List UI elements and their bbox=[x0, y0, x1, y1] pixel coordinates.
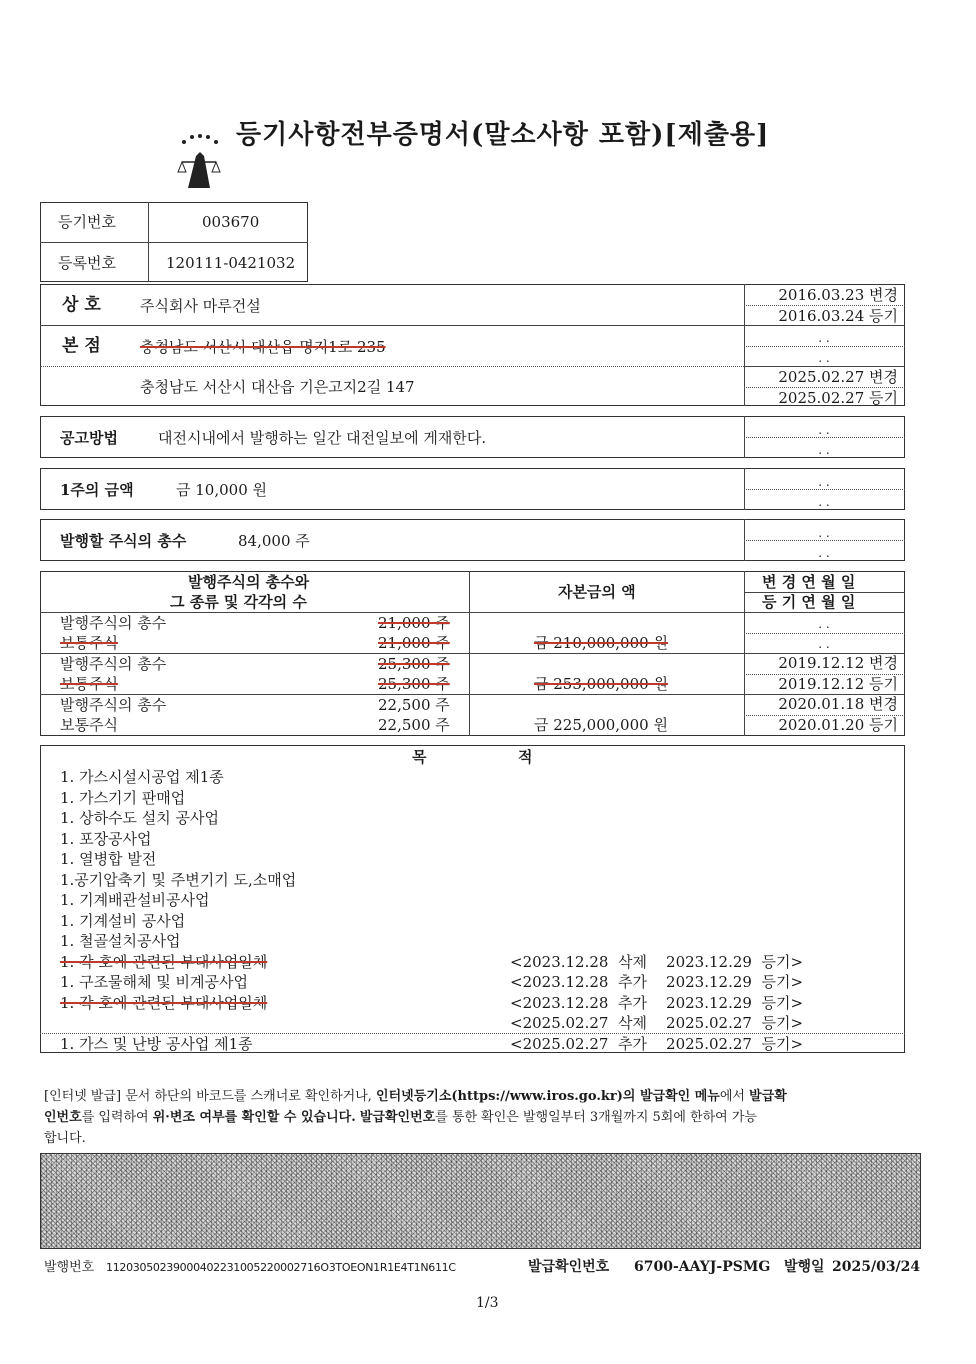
par-value-label: 1주의 금액 bbox=[60, 481, 134, 499]
office-change-date: 2025.02.27 변경 bbox=[778, 368, 898, 386]
auth-dots-1: . . bbox=[818, 526, 830, 540]
row0-date2: . . bbox=[818, 637, 830, 651]
office-old-dots-2: . . bbox=[818, 351, 830, 365]
purpose-item-deleted: 1. 각 호에 관련된 부대사업일체 bbox=[60, 994, 268, 1012]
issue-no-value: 11203050239000402231005220002716O3TOEON1R1E4T1N611C bbox=[106, 1261, 456, 1274]
par-dots-1: . . bbox=[818, 475, 830, 489]
notice-label: 공고방법 bbox=[60, 429, 118, 447]
row0-common-label: 보통주식 bbox=[60, 634, 118, 652]
purpose-item-deleted: 1. 각 호에 관련된 부대사업일체 bbox=[60, 953, 268, 971]
purpose-note: <2023.12.28 추가 2023.12.29 등기> bbox=[510, 973, 804, 991]
notice-value: 대전시내에서 발행하는 일간 대전일보에 게재한다. bbox=[158, 429, 487, 447]
office-old-address: 충청남도 서산시 대산읍 명지1로 235 bbox=[140, 338, 386, 356]
shares-header-1b: 그 종류 및 각각의 수 bbox=[170, 593, 307, 611]
authorized-shares-value: 84,000 주 bbox=[238, 532, 310, 550]
notice-dots-2: . . bbox=[818, 443, 830, 457]
issue-date-label: 발행일 bbox=[784, 1259, 825, 1275]
document-title: 등기사항전부증명서(말소사항 포함)[제출용] bbox=[236, 120, 770, 150]
purpose-title-b: 적 bbox=[518, 748, 533, 766]
row1-common-value: 25,300 주 bbox=[378, 675, 450, 693]
purpose-note: <2023.12.28 삭제 2023.12.29 등기> bbox=[510, 953, 804, 971]
company-name-value: 주식회사 마루건설 bbox=[140, 297, 261, 315]
reg-no-value: 003670 bbox=[202, 213, 260, 231]
office-old-dots-1: . . bbox=[818, 331, 830, 345]
shares-header-1a: 발행주식의 총수와 bbox=[188, 573, 310, 591]
par-value-value: 금 10,000 원 bbox=[176, 481, 268, 499]
purpose-note: <2025.02.27 추가 2025.02.27 등기> bbox=[510, 1035, 804, 1053]
row1-date1: 2019.12.12 변경 bbox=[778, 654, 898, 672]
row2-total-value: 22,500 주 bbox=[378, 696, 450, 714]
purpose-note: <2023.12.28 추가 2023.12.29 등기> bbox=[510, 994, 804, 1012]
row1-total-value: 25,300 주 bbox=[378, 655, 450, 673]
purpose-item: 1. 가스 및 난방 공사업 제1종 bbox=[60, 1035, 253, 1053]
issue-date-value: 2025/03/24 bbox=[832, 1259, 921, 1275]
office-new-address: 충청남도 서산시 대산읍 기은고지2길 147 bbox=[140, 378, 415, 396]
notice-dots-1: . . bbox=[818, 423, 830, 437]
court-logo bbox=[170, 128, 230, 190]
row0-date1: . . bbox=[818, 617, 830, 631]
row2-capital: 금 225,000,000 원 bbox=[534, 716, 668, 734]
row2-common-label: 보통주식 bbox=[60, 716, 118, 734]
authorized-shares-label: 발행할 주식의 총수 bbox=[60, 532, 187, 550]
shares-header-change-date: 변 경 연 월 일 bbox=[762, 573, 856, 591]
auth-dots-2: . . bbox=[818, 546, 830, 560]
row1-capital: 금 253,000,000 원 bbox=[534, 675, 668, 693]
purpose-item: 1. 포장공사업 bbox=[60, 830, 152, 848]
purpose-item: 1. 기계배관설비공사업 bbox=[60, 891, 210, 909]
purpose-item: 1. 구조물해체 및 비계공사업 bbox=[60, 973, 249, 991]
office-register-date: 2025.02.27 등기 bbox=[778, 389, 898, 407]
purpose-item: 1. 기계설비 공사업 bbox=[60, 912, 186, 930]
purpose-title-a: 목 bbox=[412, 748, 427, 766]
shares-header-capital: 자본금의 액 bbox=[558, 583, 636, 601]
company-name-label: 상 호 bbox=[62, 295, 101, 315]
row0-capital: 금 210,000,000 원 bbox=[534, 634, 668, 652]
purpose-item: 1. 상하수도 설치 공사업 bbox=[60, 809, 220, 827]
row2-total-label: 발행주식의 총수 bbox=[60, 696, 167, 714]
corp-no-value: 120111-0421032 bbox=[166, 254, 296, 272]
row0-total-label: 발행주식의 총수 bbox=[60, 614, 167, 632]
shares-header-register-date: 등 기 연 월 일 bbox=[762, 593, 856, 611]
row2-common-value: 22,500 주 bbox=[378, 716, 450, 734]
purpose-item: 1. 가스기기 판매업 bbox=[60, 789, 186, 807]
row1-date2: 2019.12.12 등기 bbox=[778, 675, 898, 693]
verification-notice: [인터넷 발급] 문서 하단의 바코드를 스캐너로 확인하거나, 인터넷등기소(https://www.iros.go.kr)의 발급확인 메뉴에서 발급확 인번호를 입력하여 위·변조 여부를 확인할 수 있습니다. 발급확인번호를 통한 확인은 발행일부터 3개월까지 5회에 한하여 가능 합니다. bbox=[44, 1089, 787, 1146]
row0-common-value: 21,000 주 bbox=[378, 634, 450, 652]
par-dots-2: . . bbox=[818, 495, 830, 509]
purpose-item: 1. 가스시설시공업 제1종 bbox=[60, 768, 224, 786]
corp-no-label: 등록번호 bbox=[58, 254, 116, 272]
name-register-date: 2016.03.24 등기 bbox=[778, 307, 898, 325]
reg-no-label: 등기번호 bbox=[58, 213, 116, 231]
barcode-image[interactable] bbox=[40, 1153, 921, 1249]
row2-date1: 2020.01.18 변경 bbox=[778, 695, 898, 713]
confirm-no-label: 발급확인번호 bbox=[528, 1259, 610, 1275]
office-label: 본 점 bbox=[62, 336, 101, 356]
purpose-item: 1.공기압축기 및 주변기기 도,소매업 bbox=[60, 871, 297, 889]
row2-date2: 2020.01.20 등기 bbox=[778, 716, 898, 734]
page-number: 1/3 bbox=[476, 1295, 499, 1311]
confirm-no-value: 6700-AAYJ-PSMG bbox=[634, 1259, 771, 1275]
row1-common-label: 보통주식 bbox=[60, 675, 118, 693]
issue-no-label: 발행번호 bbox=[44, 1260, 95, 1275]
purpose-note: <2025.02.27 삭제 2025.02.27 등기> bbox=[510, 1014, 804, 1032]
name-change-date: 2016.03.23 변경 bbox=[778, 286, 898, 304]
row1-total-label: 발행주식의 총수 bbox=[60, 655, 167, 673]
purpose-item: 1. 열병합 발전 bbox=[60, 850, 157, 868]
row0-total-value: 21,000 주 bbox=[378, 614, 450, 632]
purpose-item: 1. 철골설치공사업 bbox=[60, 932, 181, 950]
